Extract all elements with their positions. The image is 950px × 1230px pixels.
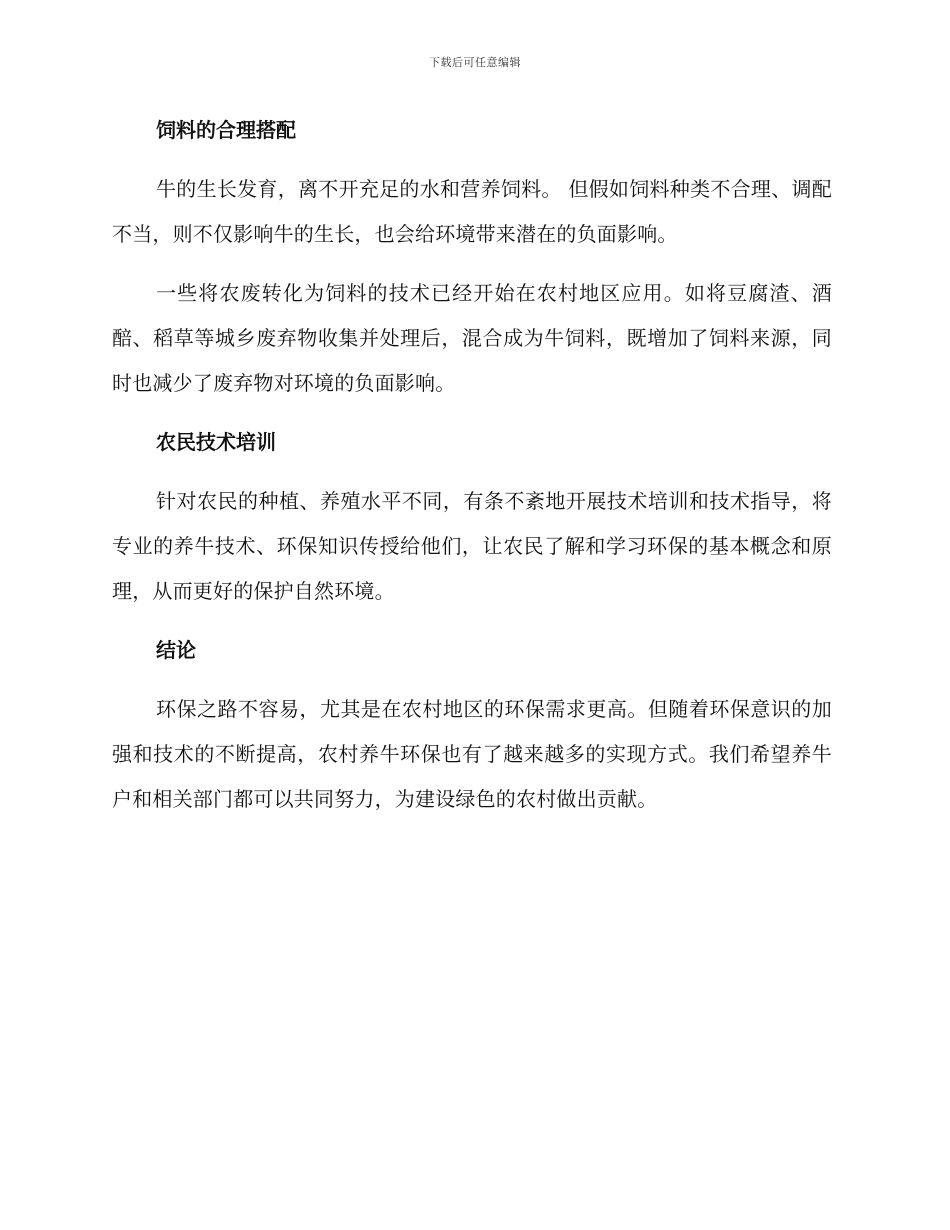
page-header: 下载后可任意编辑 bbox=[429, 56, 521, 69]
paragraph: 环保之路不容易，尤其是在农村地区的环保需求更高。但随着环保意识的加强和技术的不断提高，农村养牛环保也有了越来越多的实现方式。我们希望养牛户和相关部门都可以共同努力，为建设绿色的农村做出贡献。 bbox=[112, 697, 832, 811]
paragraph: 牛的生长发育，离不开充足的水和营养饲料。 但假如饲料种类不合理、调配不当，则不仅影响牛的生长，也会给环境带来潜在的负面影响。 bbox=[112, 177, 832, 246]
section-heading-training: 农民技术培训 bbox=[156, 430, 276, 454]
document-body bbox=[112, 108, 832, 822]
section-heading-conclusion: 结论 bbox=[156, 638, 196, 662]
paragraph: 一些将农废转化为饲料的技术已经开始在农村地区应用。如将豆腐渣、酒醅、稻草等城乡废弃物收集并处理后，混合成为牛饲料，既增加了饲料来源，同时也减少了废弃物对环境的负面影响。 bbox=[112, 281, 832, 395]
section-heading-feed: 饲料的合理搭配 bbox=[156, 118, 296, 142]
paragraph: 针对农民的种植、养殖水平不同，有条不紊地开展技术培训和技术指导，将专业的养牛技术、环保知识传授给他们，让农民了解和学习环保的基本概念和原理，从而更好的保护自然环境。 bbox=[112, 489, 832, 603]
